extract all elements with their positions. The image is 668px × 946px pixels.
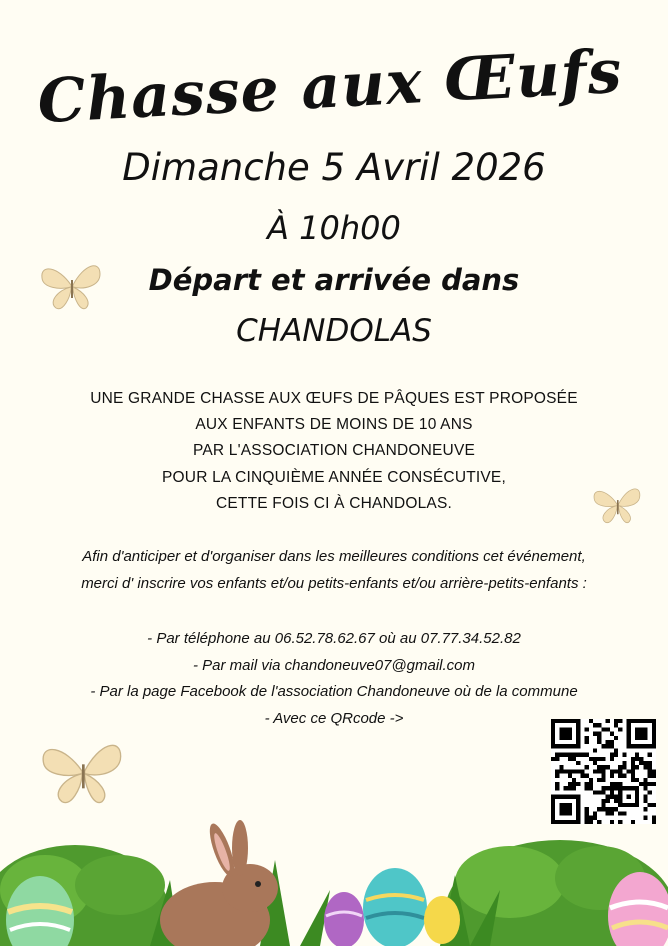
announcement-block — [0, 386, 668, 517]
event-city: CHANDOLAS — [236, 313, 432, 349]
announcement-line: PAR L'ASSOCIATION CHANDONEUVE — [192, 442, 476, 460]
contact-list — [0, 626, 668, 732]
intro-paragraph — [0, 544, 668, 597]
announcement-line: POUR LA CINQUIÈME ANNÉE CONSÉCUTIVE, — [162, 468, 506, 486]
butterfly-icon — [38, 258, 104, 312]
easter-egg-icon — [363, 868, 427, 946]
departure-line: Départ et arrivée dans — [148, 263, 520, 297]
butterfly-icon — [38, 732, 126, 810]
poster-title: Chasse aux Œufs — [36, 36, 624, 138]
event-date: Dimanche 5 Avril 2026 — [122, 146, 546, 189]
qr-code-icon[interactable] — [551, 719, 656, 824]
announcement-line: AUX ENFANTS DE MOINS DE 10 ANS — [195, 416, 473, 434]
contact-facebook: - Par la page Facebook de l'association Chandoneuve où de la commune — [90, 683, 578, 700]
easter-scene — [0, 820, 668, 946]
butterfly-icon — [591, 482, 643, 526]
event-time: À 10h00 — [267, 209, 401, 247]
rabbit-icon — [160, 820, 278, 946]
contact-qrcode-text: - Avec ce QRcode -> — [264, 709, 404, 727]
announcement-line: CETTE FOIS CI À CHANDOLAS. — [215, 494, 452, 512]
contact-phone: - Par téléphone au 06.52.78.62.67 où au 07.77.34.52.82 — [147, 630, 521, 647]
contact-email[interactable]: - Par mail via chandoneuve07@gmail.com — [192, 656, 476, 674]
intro-line: merci d' inscrire vos enfants et/ou petits-enfants et/ou arrière-petits-enfants : — [81, 574, 587, 592]
intro-line: Afin d'anticiper et d'organiser dans les meilleures conditions cet événement, — [82, 548, 586, 565]
easter-egg-icon — [424, 896, 460, 944]
easter-egg-icon — [324, 892, 364, 946]
announcement-line: UNE GRANDE CHASSE AUX ŒUFS DE PÂQUES EST PROPOSÉE — [90, 390, 578, 407]
